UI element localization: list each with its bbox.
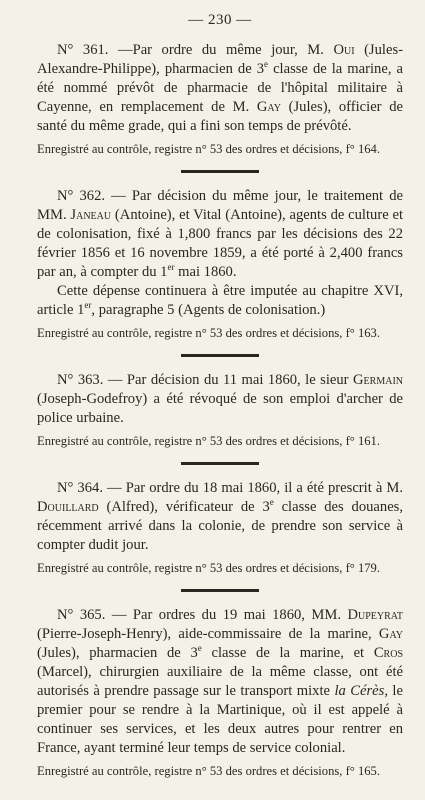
- registration-note: Enregistré au contrôle, registre n° 53 des ordres et décisions, f° 164.: [37, 142, 381, 156]
- entry-text-segment: (Jules-Alexandre-Philippe), pharmacien de 3: [37, 42, 403, 77]
- superscript: e: [269, 497, 274, 508]
- entry-text-segment: (Marcel), chirurgien auxiliaire de la même classe, ont été autorisés à prendre passage sur le transport mixte: [37, 664, 403, 699]
- person-name: Douillard: [37, 499, 99, 515]
- superscript: er: [167, 262, 175, 273]
- superscript: e: [197, 643, 202, 654]
- person-name: Oui: [333, 42, 355, 58]
- entry-number: N° 362.: [57, 188, 106, 204]
- registration-note: Enregistré au contrôle, registre n° 53 des ordres et décisions, f° 163.: [37, 326, 381, 340]
- separator-rule: [181, 589, 259, 592]
- registration-note: Enregistré au contrôle, registre n° 53 des ordres et décisions, f° 165.: [37, 764, 381, 778]
- person-name: Germain: [353, 372, 403, 388]
- entry-number: N° 361.: [57, 42, 109, 58]
- entry-text-segment: classe de la marine, a été nommé prévôt de pharmacie de l'hôpital militaire à Cayenne, en remplacement de M.: [37, 61, 403, 115]
- ship-name: la Cérès: [334, 683, 385, 699]
- entry-362: [37, 187, 403, 341]
- person-name: Cros: [373, 645, 403, 661]
- entry-364: [37, 479, 403, 576]
- entry-paragraph-2: [37, 282, 403, 320]
- entry-text-segment: — Par ordre du 18 mai 1860, il a été prescrit à M.: [102, 480, 403, 496]
- person-name: Dupeyrat: [347, 607, 403, 623]
- separator-rule: [181, 462, 259, 465]
- entry-361: [37, 41, 403, 157]
- entry-text-segment: — Par décision du même jour, le traitement de MM.: [37, 188, 403, 223]
- separator-rule: [181, 354, 259, 357]
- entry-text-segment: (Alfred), vérificateur de 3: [98, 499, 270, 515]
- entry-363: [37, 371, 403, 449]
- entry-text-segment: (Jules), pharmacien de 3: [37, 645, 198, 661]
- entry-text-segment: classe de la marine, et: [201, 645, 374, 661]
- entry-body: [37, 187, 403, 282]
- entry-body: [37, 41, 403, 136]
- entry-number: N° 364.: [57, 480, 103, 496]
- registration-note: Enregistré au contrôle, registre n° 53 des ordres et décisions, f° 179.: [37, 561, 381, 575]
- entry-text-segment: Cette dépense continuera à être imputée au chapitre XVI, article 1: [37, 283, 403, 318]
- entry-text-segment: —Par ordre du même jour, M.: [108, 42, 334, 58]
- entry-text-segment: , paragraphe 5 (Agents de colonisation.): [91, 302, 326, 318]
- separator-rule: [181, 170, 259, 173]
- page-number: — 230 —: [188, 12, 252, 28]
- person-name: Gay: [378, 626, 403, 642]
- entry-body: [37, 606, 403, 758]
- entry-365: [37, 606, 403, 779]
- person-name: Gay: [256, 99, 281, 115]
- entry-text-segment: (Joseph-Godefroy) a été révoqué de son emploi d'archer de police urbaine.: [37, 391, 403, 426]
- entry-text-segment: (Pierre-Joseph-Henry), aide-commissaire de la marine,: [37, 626, 379, 642]
- entry-text-segment: classe des douanes, récemment arrivé dans la colonie, de prendre son service à compter dudit jour.: [37, 499, 404, 553]
- person-name: Janeau: [70, 207, 112, 223]
- superscript: e: [264, 59, 269, 70]
- entry-text-segment: (Antoine), et Vital (Antoine), agents de culture et de colonisation, fixé à 1,800 francs par les décisions des 22 février 1856 et 16 novembre 1859, a été porté à 2,400 francs par an, à compter du 1: [37, 207, 404, 280]
- entry-body: [37, 479, 403, 555]
- registration-note: Enregistré au contrôle, registre n° 53 des ordres et décisions, f° 161.: [37, 434, 381, 448]
- entry-text-segment: — Par ordres du 19 mai 1860, MM.: [105, 607, 348, 623]
- entry-text-segment: , le premier pour se rendre à la Martinique, où il est appelé à continuer ses services, et les deux autres pour rentrer en France, ayant terminé leur temps de service colonial.: [37, 683, 403, 756]
- entry-text-segment: — Par décision du 11 mai 1860, le sieur: [103, 372, 354, 388]
- entry-body: [37, 371, 403, 428]
- entry-number: N° 363.: [57, 372, 104, 388]
- entry-number: N° 365.: [57, 607, 106, 623]
- entry-text-segment: (Jules), officier de santé du même grade, qui a fini son temps de prévôté.: [37, 99, 403, 134]
- superscript: er: [84, 300, 92, 311]
- entry-text-segment: mai 1860.: [174, 264, 237, 280]
